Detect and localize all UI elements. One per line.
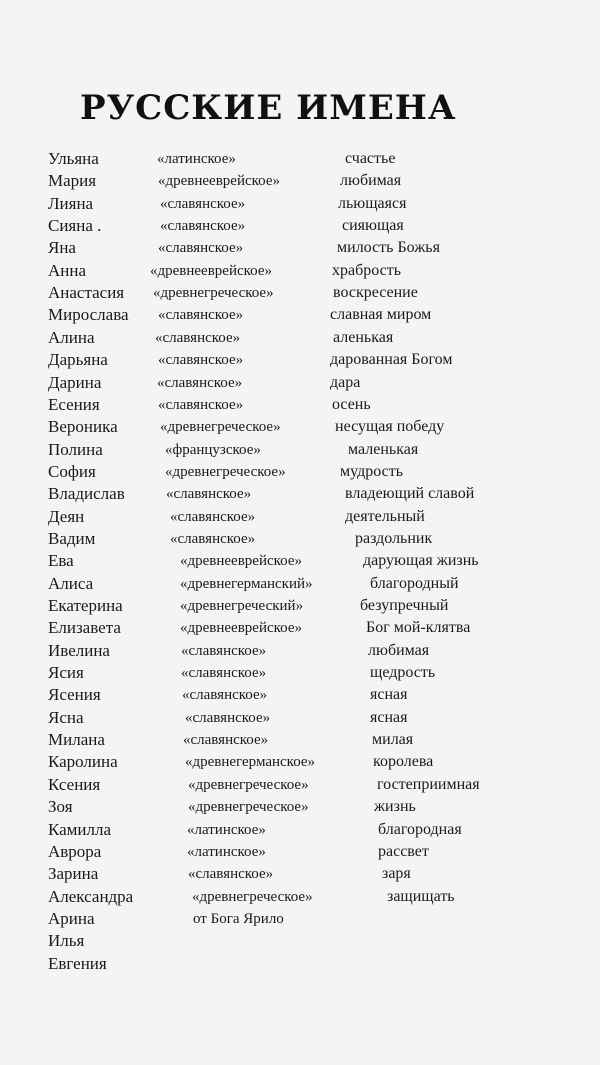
origin-text: «славянское» — [158, 352, 244, 369]
name-row — [0, 304, 600, 326]
meaning-text: владеющий славой — [345, 485, 475, 503]
origin-text: «славянское» — [158, 307, 244, 324]
name-text: Зоя — [48, 797, 73, 817]
name-row — [0, 640, 600, 662]
name-text: Камилла — [48, 819, 112, 839]
name-text: Вероника — [48, 417, 118, 437]
meaning-text: сияющая — [342, 217, 404, 235]
name-text: Ева — [48, 551, 74, 571]
meaning-text: безупречный — [360, 597, 449, 614]
name-text: Илья — [48, 931, 85, 951]
origin-text: «латинское» — [187, 843, 266, 860]
name-text: Вадим — [48, 528, 96, 548]
origin-text: «древнееврейское» — [150, 262, 273, 279]
name-text: Дарьяна — [48, 350, 108, 370]
name-row — [0, 930, 600, 952]
name-row — [0, 662, 600, 684]
meaning-text: любимая — [340, 172, 402, 190]
meaning-text: жизнь — [374, 798, 416, 816]
meaning-text: маленькая — [348, 440, 419, 458]
origin-text: «древнегреческое» — [165, 463, 286, 480]
name-row — [0, 774, 600, 796]
name-row — [0, 193, 600, 215]
name-row — [0, 416, 600, 438]
name-text: Ксения — [48, 774, 101, 794]
meaning-text: заря — [382, 865, 411, 883]
name-row — [0, 573, 600, 595]
meaning-text: рассвет — [378, 842, 429, 860]
name-text: Зарина — [48, 864, 99, 884]
origin-text: «древнегреческое» — [160, 419, 281, 436]
name-text: Дарина — [48, 372, 102, 392]
name-row — [0, 751, 600, 773]
meaning-text: осень — [332, 395, 371, 413]
name-row — [0, 394, 600, 416]
meaning-text: милая — [372, 731, 414, 749]
name-text: София — [48, 461, 96, 481]
meaning-text: воскресение — [333, 284, 418, 302]
name-text: Алина — [48, 327, 95, 347]
meaning-text: гостеприимная — [377, 775, 480, 793]
meaning-text: милость Божья — [337, 239, 440, 257]
name-text: Деян — [48, 506, 85, 526]
name-row — [0, 237, 600, 259]
meaning-text: ясная — [370, 686, 408, 704]
name-row — [0, 707, 600, 729]
meaning-text: аленькая — [333, 328, 394, 346]
name-row — [0, 327, 600, 349]
name-row — [0, 886, 600, 908]
name-text: Милана — [48, 730, 105, 750]
meaning-text: дара — [330, 373, 361, 391]
name-row — [0, 506, 600, 528]
name-text: Алиса — [48, 573, 94, 593]
name-text: Анна — [48, 260, 87, 280]
origin-text: «славянское» — [185, 709, 271, 726]
meaning-text: раздольник — [355, 529, 433, 547]
name-row — [0, 483, 600, 505]
name-row — [0, 349, 600, 371]
origin-text: «древнееврейское» — [180, 620, 303, 637]
origin-text: «древнегреческое» — [188, 776, 309, 793]
name-text: Яна — [48, 238, 76, 258]
name-text: Екатерина — [48, 596, 123, 615]
name-text: Ивелина — [48, 640, 110, 660]
name-row — [0, 461, 600, 483]
meaning-text: защищать — [387, 887, 455, 905]
page-title: РУССКИЕ ИМЕНА — [80, 88, 457, 128]
name-text: Евгения — [48, 953, 107, 973]
origin-text: «древнегерманский» — [180, 575, 313, 592]
meaning-text: мудрость — [340, 462, 404, 480]
name-row — [0, 528, 600, 550]
meaning-text: благородный — [370, 574, 459, 592]
name-text: Лияна — [48, 193, 94, 213]
name-row — [0, 170, 600, 192]
name-text: Каролина — [48, 752, 118, 772]
name-row — [0, 550, 600, 572]
name-row — [0, 372, 600, 394]
origin-text: от Бога Ярило — [193, 910, 284, 927]
origin-text: «славянское» — [170, 530, 256, 547]
meaning-text: ясная — [370, 708, 408, 726]
origin-text: «древнегреческое» — [192, 888, 313, 905]
origin-text: «славянское» — [160, 195, 246, 212]
name-row — [0, 215, 600, 237]
name-text: Арина — [48, 908, 95, 928]
origin-text: «славянское» — [157, 374, 243, 391]
name-row — [0, 148, 600, 170]
meaning-text: дарованная Богом — [330, 351, 453, 369]
name-text: Елизавета — [48, 618, 121, 638]
origin-text: «славянское» — [181, 665, 267, 682]
meaning-text: славная миром — [330, 306, 432, 324]
name-text: Владислав — [48, 484, 125, 504]
origin-text: «древнееврейское» — [180, 553, 303, 570]
origin-text: «славянское» — [155, 329, 241, 346]
meaning-text: щедрость — [370, 664, 436, 682]
name-text: Мирослава — [48, 305, 129, 325]
name-row — [0, 863, 600, 885]
name-text: Есения — [48, 394, 100, 414]
origin-text: «латинское» — [157, 151, 236, 167]
origin-text: «французское» — [165, 441, 261, 458]
origin-text: «древнегреческое» — [188, 799, 309, 816]
name-text: Сияна . — [48, 216, 102, 236]
meaning-text: благородная — [378, 820, 462, 838]
name-row — [0, 684, 600, 706]
name-text: Александра — [48, 886, 134, 906]
name-row — [0, 439, 600, 461]
origin-text: «славянское» — [158, 240, 244, 257]
meaning-text: счастье — [345, 150, 396, 167]
meaning-text: любимая — [368, 641, 430, 659]
name-row — [0, 617, 600, 639]
name-text: Ясения — [48, 685, 101, 705]
name-row — [0, 908, 600, 930]
name-text: Полина — [48, 439, 103, 459]
origin-text: «славянское» — [181, 642, 267, 659]
origin-text: «славянское» — [170, 508, 256, 525]
name-row — [0, 796, 600, 818]
origin-text: «славянское» — [160, 218, 246, 235]
meaning-text: несущая победу — [335, 418, 445, 436]
name-row — [0, 595, 600, 617]
name-text: Ясия — [48, 663, 84, 683]
origin-text: «древнегреческий» — [180, 598, 304, 614]
origin-text: «древнегерманское» — [185, 754, 316, 771]
name-text: Ясна — [48, 707, 84, 727]
meaning-text: королева — [373, 753, 434, 771]
meaning-text: Бог мой-клятва — [366, 619, 471, 637]
origin-text: «славянское» — [182, 687, 268, 704]
origin-text: «славянское» — [183, 732, 269, 749]
name-text: Анастасия — [48, 283, 125, 303]
name-row — [0, 260, 600, 282]
name-text: Аврора — [48, 841, 102, 861]
meaning-text: дарующая жизнь — [363, 552, 479, 570]
name-row — [0, 819, 600, 841]
meaning-text: льющаяся — [338, 194, 407, 212]
origin-text: «славянское» — [166, 486, 252, 503]
name-row — [0, 953, 600, 975]
name-text: Мария — [48, 171, 97, 191]
meaning-text: деятельный — [345, 507, 425, 525]
meaning-text: храбрость — [332, 261, 402, 279]
origin-text: «славянское» — [188, 866, 274, 883]
origin-text: «латинское» — [187, 821, 266, 838]
origin-text: «древнееврейское» — [158, 173, 281, 190]
name-row — [0, 841, 600, 863]
origin-text: «славянское» — [158, 396, 244, 413]
name-text: Ульяна — [48, 149, 99, 168]
name-row — [0, 282, 600, 304]
origin-text: «древнегреческое» — [153, 285, 274, 302]
name-row — [0, 729, 600, 751]
